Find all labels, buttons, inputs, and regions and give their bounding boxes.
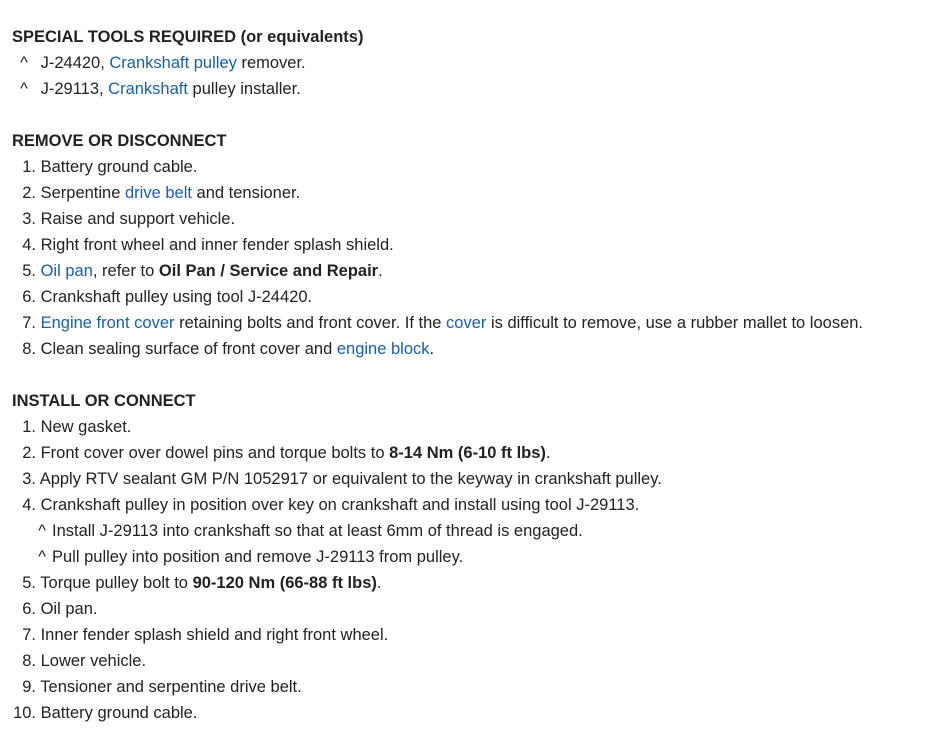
step-text: Crankshaft pulley in position over key on crankshaft and install using tool J-29113. bbox=[40, 496, 640, 514]
substep-text: Pull pulley into position and remove J-29113 from pulley. bbox=[52, 548, 464, 566]
step-text: . bbox=[378, 262, 383, 280]
step-text: New gasket. bbox=[40, 418, 132, 436]
caret-bullet: ^ bbox=[20, 80, 28, 98]
remove-step bbox=[12, 336, 947, 362]
step-text: Inner fender splash shield and right front wheel. bbox=[40, 626, 389, 644]
step-text: Raise and support vehicle. bbox=[40, 210, 236, 228]
install-substep bbox=[12, 518, 947, 544]
step-number: 10. bbox=[13, 704, 36, 722]
install-step bbox=[12, 414, 947, 440]
engine-block-link[interactable]: engine block bbox=[336, 340, 430, 358]
step-text: Oil pan. bbox=[40, 600, 98, 618]
caret-bullet: ^ bbox=[20, 54, 28, 72]
install-step bbox=[12, 674, 947, 700]
remove-step bbox=[12, 154, 947, 180]
torque-spec: 8-14 Nm (6-10 ft lbs) bbox=[389, 444, 546, 462]
caret-bullet: ^ bbox=[38, 548, 46, 566]
step-text: Torque pulley bolt to bbox=[40, 574, 193, 592]
step-number: 8. bbox=[22, 340, 36, 358]
install-step bbox=[12, 622, 947, 648]
install-step bbox=[12, 648, 947, 674]
step-text: Right front wheel and inner fender splash shield. bbox=[40, 236, 394, 254]
step-text: Battery ground cable. bbox=[40, 158, 198, 176]
step-number: 4. bbox=[22, 236, 36, 254]
step-text: Battery ground cable. bbox=[40, 704, 198, 722]
step-text: , refer to bbox=[92, 262, 159, 280]
tool-item bbox=[12, 50, 947, 76]
step-text: and tensioner. bbox=[191, 184, 301, 202]
special-tools-section bbox=[12, 24, 947, 102]
remove-section bbox=[12, 128, 947, 362]
step-number: 1. bbox=[22, 418, 36, 436]
step-text: Crankshaft pulley using tool J-24420. bbox=[40, 288, 313, 306]
step-number: 6. bbox=[22, 600, 36, 618]
step-text: . bbox=[545, 444, 551, 462]
step-text: Apply RTV sealant GM P/N 1052917 or equivalent to the keyway in crankshaft pulley. bbox=[39, 470, 662, 488]
step-text: Tensioner and serpentine drive belt. bbox=[40, 678, 302, 696]
step-number: 3. bbox=[22, 210, 36, 228]
step-number: 3. bbox=[22, 470, 36, 488]
torque-spec: 90-120 Nm (66-88 ft lbs) bbox=[192, 574, 377, 592]
step-number: 6. bbox=[22, 288, 36, 306]
install-heading: INSTALL OR CONNECT bbox=[12, 392, 196, 410]
step-number: 2. bbox=[22, 444, 36, 462]
remove-step bbox=[12, 206, 947, 232]
install-step bbox=[12, 440, 947, 466]
remove-step bbox=[12, 284, 947, 310]
step-number: 8. bbox=[22, 652, 36, 670]
tool-code: J-29113, bbox=[40, 80, 109, 98]
cover-link[interactable]: cover bbox=[446, 314, 487, 332]
tool-desc: pulley installer. bbox=[187, 80, 301, 98]
remove-step bbox=[12, 180, 947, 206]
caret-bullet: ^ bbox=[38, 522, 46, 540]
crankshaft-link[interactable]: Crankshaft bbox=[108, 80, 188, 98]
step-text: Serpentine bbox=[40, 184, 125, 202]
step-number: 2. bbox=[22, 184, 36, 202]
tool-desc: remover. bbox=[236, 54, 306, 72]
step-number: 4. bbox=[22, 496, 36, 514]
install-step bbox=[12, 570, 947, 596]
engine-front-cover-link[interactable]: Engine front cover bbox=[40, 314, 175, 332]
install-step bbox=[12, 466, 947, 492]
oil-pan-link[interactable]: Oil pan bbox=[40, 262, 93, 280]
step-text: is difficult to remove, use a rubber mallet to loosen. bbox=[486, 314, 864, 332]
remove-step bbox=[12, 232, 947, 258]
install-substep bbox=[12, 544, 947, 570]
step-number: 5. bbox=[22, 574, 36, 592]
step-text: Lower vehicle. bbox=[40, 652, 147, 670]
remove-heading: REMOVE OR DISCONNECT bbox=[12, 132, 227, 150]
tool-code: J-24420, bbox=[40, 54, 110, 72]
remove-step bbox=[12, 310, 947, 336]
step-number: 1. bbox=[22, 158, 36, 176]
install-step bbox=[12, 700, 947, 726]
step-number: 7. bbox=[22, 626, 36, 644]
step-number: 9. bbox=[22, 678, 36, 696]
tool-item bbox=[12, 76, 947, 102]
special-tools-heading: SPECIAL TOOLS REQUIRED (or equivalents) bbox=[12, 28, 364, 46]
install-section bbox=[12, 388, 947, 726]
install-step bbox=[12, 596, 947, 622]
drive-belt-link[interactable]: drive belt bbox=[125, 184, 192, 202]
step-reference: Oil Pan / Service and Repair bbox=[158, 262, 379, 280]
step-text: . bbox=[429, 340, 435, 358]
step-number: 5. bbox=[22, 262, 36, 280]
step-text: Clean sealing surface of front cover and bbox=[40, 340, 337, 358]
remove-step bbox=[12, 258, 947, 284]
step-text: Front cover over dowel pins and torque bolts to bbox=[40, 444, 390, 462]
step-text: . bbox=[376, 574, 382, 592]
install-step bbox=[12, 492, 947, 518]
step-text: retaining bolts and front cover. If the bbox=[174, 314, 447, 332]
substep-text: Install J-29113 into crankshaft so that at least 6mm of thread is engaged. bbox=[52, 522, 583, 540]
crankshaft-pulley-link[interactable]: Crankshaft pulley bbox=[109, 54, 237, 72]
step-number: 7. bbox=[22, 314, 36, 332]
